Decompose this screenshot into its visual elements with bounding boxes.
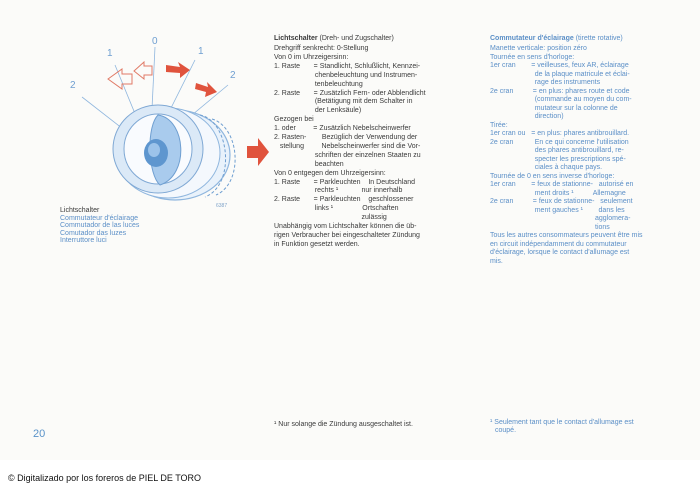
text-line: chenbeleuchtung und Instrumen- — [274, 71, 418, 79]
page-number: 20 — [33, 428, 46, 440]
text-line: Gezogen bei — [274, 116, 314, 124]
caption-title: Lichtschalter — [60, 207, 100, 214]
text-line: Tournée de 0 en sens inverse d'horloge: — [490, 172, 615, 180]
dial-number: 2 — [70, 80, 76, 91]
text-line: direction) — [490, 113, 564, 120]
text-line: rechts ¹ nur innerhalb — [274, 187, 403, 195]
text-line: zulässig — [274, 214, 387, 222]
text-line: agglomera- — [490, 215, 631, 222]
german-title: Lichtschalter (Dreh- und Zugschalter) — [274, 35, 394, 42]
caption-line: Commutateur d'éclairage — [60, 214, 138, 222]
text-line: Tournée en sens d'horloge: — [490, 53, 575, 61]
text-line: 1er cran = veilleuses, feux AR, éclairage — [490, 62, 629, 69]
dial-number: 1 — [198, 46, 204, 57]
text-line: Tirée: — [490, 121, 508, 129]
text-line: ciales à chaque pays. — [490, 164, 603, 171]
light-switch-illustration — [0, 35, 260, 205]
caption-line: Comutador das luzes — [60, 229, 127, 237]
text-line: Tous les autres consommateurs peuvent être mis — [490, 232, 643, 239]
text-line: rage des instruments — [490, 79, 601, 86]
text-line: 1er cran = feux de stationne- autorisé en — [490, 181, 634, 188]
text-line: (commande au moyen du com- — [490, 96, 632, 103]
text-line: Drehgriff senkrecht: 0-Stellung — [274, 45, 369, 52]
figure-caption — [60, 207, 139, 245]
text-line: Manette verticale: position zéro — [490, 45, 587, 52]
text-line: Unabhängig vom Lichtschalter können die üb- — [274, 223, 417, 230]
text-line: ment droits ¹ Allemagne — [490, 189, 626, 197]
text-line: 1. Raste = Parkleuchten In Deutschland — [274, 178, 416, 186]
footer-credit: © Digitalizado por los foreros de PIEL DE TORO — [8, 473, 202, 483]
text-line: Von 0 im Uhrzeigersinn: — [274, 53, 349, 61]
dial-number: 1 — [107, 48, 113, 59]
dial-number: 2 — [230, 70, 236, 81]
text-line: der Lenksäule) — [274, 107, 362, 115]
text-line: 2. Raste = Zusätzlich Fern- oder Abblendlicht — [274, 89, 426, 97]
text-line: (Betätigung mit dem Schalter in — [274, 98, 413, 106]
text-line: rigen Verbraucher bei eingeschalteter Zündung — [274, 231, 420, 239]
text-line: in Funktion gesetzt werden. — [274, 240, 360, 248]
text-line: tenbeleuchtung — [274, 80, 363, 88]
text-line: 1. Raste = Standlicht, Schlußlicht, Kennzei- — [274, 62, 421, 70]
text-line: 2. Rasten- Bezüglich der Verwendung der — [274, 134, 418, 141]
text-line: 2e cran = en plus: phares route et code — [490, 87, 630, 95]
french-footnote-1: ¹ Seulement tant que le contact d'allumage est — [490, 419, 634, 426]
text-line: stellung Nebelscheinwerfer sind die Vor- — [274, 142, 421, 150]
text-line: ment gauches ¹ dans les — [490, 206, 625, 214]
caption-line: Commutador de las luces — [60, 222, 140, 230]
text-line: mis. — [490, 257, 503, 265]
french-title: Commutateur d'éclairage (tirette rotative) — [490, 35, 623, 42]
text-line: mutateur sur la colonne de — [490, 104, 618, 112]
caption-line: Interruttore luci — [60, 237, 107, 245]
text-line: links ¹ Ortschaften — [274, 205, 399, 213]
text-line: 2e cran En ce qui concerne l'utilisation — [490, 138, 629, 146]
text-line: 1. oder = Zusätzlich Nebelscheinwerfer — [274, 125, 411, 133]
text-line: d'éclairage, lorsque le contact d'allumage est — [490, 249, 630, 256]
text-line: specter les prescriptions spé- — [490, 155, 626, 163]
french-footnote-2: coupé. — [495, 427, 517, 434]
text-line: 2e cran = feux de stationne- seulement — [490, 198, 633, 205]
text-line: de la plaque matricule et éclai- — [490, 70, 630, 78]
image-code: 6387 — [216, 203, 228, 209]
german-footnote: ¹ Nur solange die Zündung ausgeschaltet ist. — [274, 421, 413, 428]
text-line: schriften der einzelnen Staaten zu — [274, 151, 421, 159]
text-line: 1er cran ou = en plus: phares antibrouillard. — [490, 130, 630, 137]
text-line: beachten — [274, 160, 344, 168]
text-line: Von 0 entgegen dem Uhrzeigersinn: — [274, 169, 386, 177]
right-arrow-icon — [247, 138, 269, 166]
text-line: en circuit indépendamment du commutateur — [490, 240, 627, 248]
text-line: tions — [490, 223, 610, 231]
text-line: des phares antibrouillard, re- — [490, 147, 624, 154]
text-line: 2. Raste = Parkleuchten geschlossener — [274, 196, 414, 204]
dial-number: 0 — [152, 36, 158, 47]
